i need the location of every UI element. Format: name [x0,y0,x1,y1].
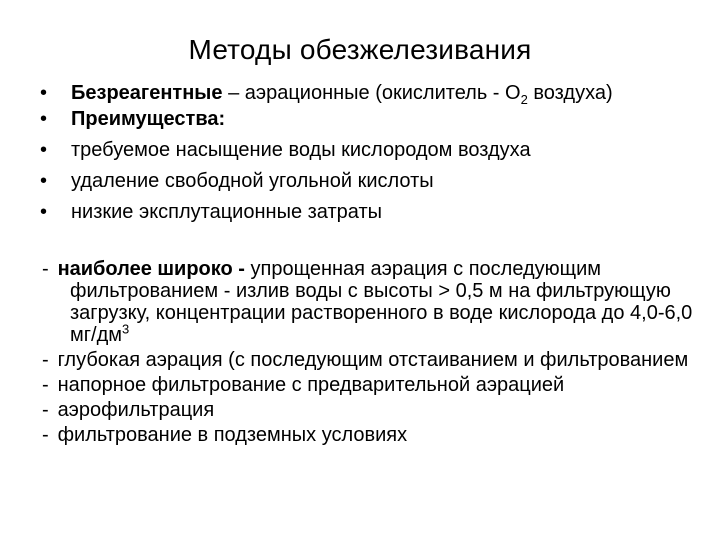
dash-marker: - [42,374,49,396]
slide-title: Методы обезжелезивания [188,34,532,65]
bullet-list [40,82,710,232]
dash-marker: - [42,399,49,421]
bullet-item [40,108,710,130]
bullet-icon: • [40,82,48,104]
dash-text: упрощенная аэрация с последующим фильтрованием - излив воды с высоты > 0,5 м на фильтрующую загрузку, концентрации растворенного в воде кислорода до 4,0-6,0 мг/дм [70,258,693,346]
bullet-icon: • [40,170,48,192]
bullet-bold-text: Преимущества: [71,108,226,130]
bullet-bold-text: Безреагентные [71,82,223,104]
bullet-text: удаление свободной угольной кислоты [71,170,434,192]
superscript: 3 [122,321,130,337]
dash-marker: - [42,424,49,446]
bullet-item [40,201,710,223]
dash-bold-text: наиболее широко - [57,258,245,280]
dash-text: глубокая аэрация (с последующим отстаиванием и фильтрованием [57,349,689,371]
dash-item [42,424,712,446]
dash-text: аэрофильтрация [57,399,215,421]
dash-list [42,258,712,449]
bullet-icon: • [40,139,48,161]
bullet-text-tail: воздуха) [527,82,613,104]
bullet-text: требуемое насыщение воды кислородом воздуха [71,139,531,161]
dash-item [42,349,712,371]
dash-text: фильтрование в подземных условиях [57,424,408,446]
dash-text: напорное фильтрование с предварительной аэрацией [57,374,565,396]
subscript: 2 [520,92,528,107]
dash-marker: - [42,349,49,371]
dash-item [42,374,712,396]
dash-item [42,399,712,421]
bullet-text: – аэрационные (окислитель - О [222,82,521,104]
bullet-item [40,139,710,161]
dash-item [42,258,712,346]
bullet-icon: • [40,108,48,130]
bullet-icon: • [40,201,48,223]
dash-marker: - [42,258,49,280]
bullet-item [40,82,710,107]
bullet-text: низкие эксплутационные затраты [71,201,382,223]
bullet-item [40,170,710,192]
